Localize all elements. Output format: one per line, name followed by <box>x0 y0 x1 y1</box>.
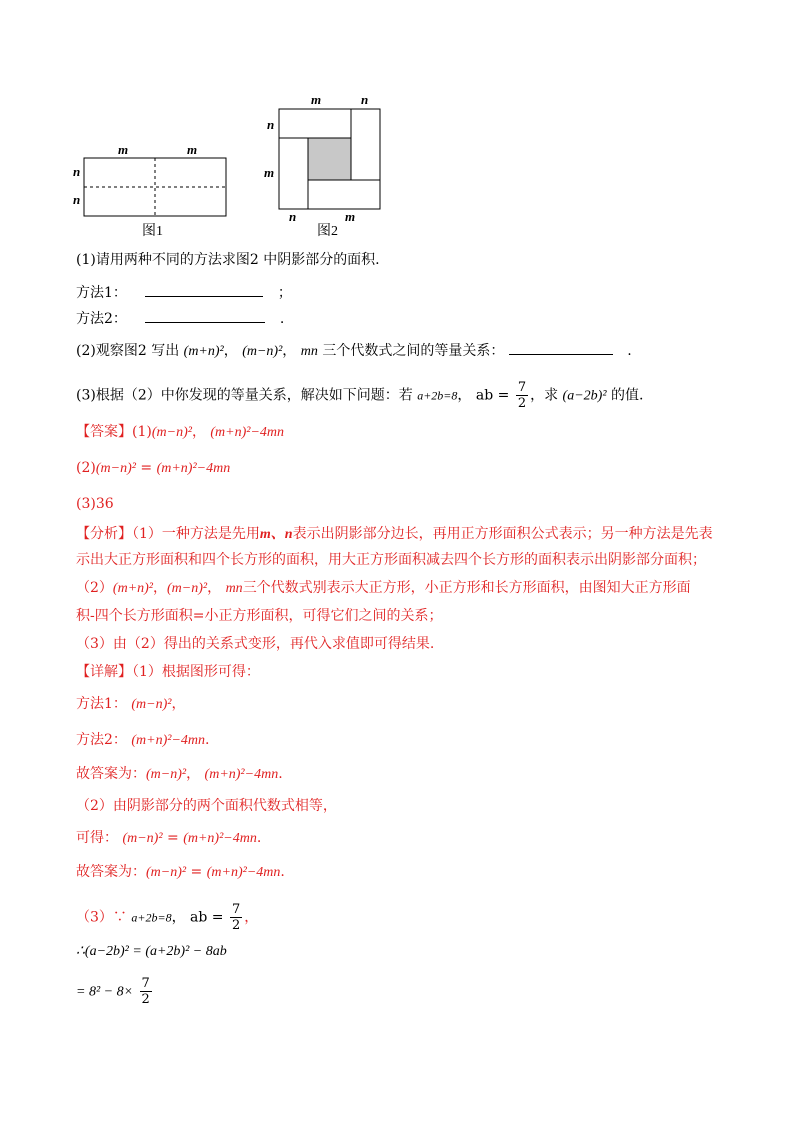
answer-2-rhs-a: (m+n)² <box>156 461 197 476</box>
answer-1-expr-c: −4mn <box>250 425 285 440</box>
answer-2-prefix: (2) <box>76 460 96 476</box>
analysis-p1-a: （1）一种方法是先用 <box>132 526 260 542</box>
detail-method2 <box>76 730 209 751</box>
fig2-m-label-left: m <box>264 165 275 180</box>
question-2 <box>76 340 632 362</box>
detail-step3 <box>76 902 258 933</box>
method1-label: 方法1： <box>76 285 127 301</box>
fraction-numerator: 7 <box>517 380 527 395</box>
detail-method2-end: . <box>205 732 210 748</box>
detail-intro <box>76 662 260 682</box>
q2-end: . <box>627 343 632 359</box>
fig2-n-label-top: n <box>361 92 369 107</box>
fig1-m-label-left: m <box>118 142 129 157</box>
q2-expr-mn: mn <box>300 344 318 359</box>
detail-answer-1-expr-b: (m+n)² <box>204 767 245 782</box>
analysis-p2-line1 <box>76 578 691 599</box>
analysis-p1-line1 <box>76 524 713 545</box>
detail-derive-rhs-a: (m+n)² <box>183 831 224 846</box>
detail-answer-1-expr-a: (m−n)² <box>146 767 187 782</box>
detail-answer-1-sep: ， <box>186 766 201 782</box>
analysis-p2-expr-a: (m+n)² <box>112 581 154 596</box>
detail-answer-2-label: 故答案为： <box>76 864 146 880</box>
q3-text-d: 的值. <box>610 387 644 404</box>
fig1-m-label-right: m <box>187 142 198 157</box>
fig2-m-label-top: m <box>311 92 322 107</box>
analysis-p2-a: （2） <box>76 580 113 596</box>
answer-1-prefix: (1) <box>132 424 152 440</box>
detail-method2-label: 方法2： <box>76 732 127 748</box>
detail-answer-1-expr-c: −4mn <box>244 767 279 782</box>
fig2-m-label-bottom: m <box>345 209 356 224</box>
answer-tag: 【答案】 <box>76 424 132 440</box>
figures-svg <box>0 0 800 250</box>
fraction-denominator: 2 <box>517 396 527 411</box>
q2-answer-blank[interactable] <box>509 340 613 355</box>
method1-end: ； <box>277 285 292 301</box>
method2-answer-blank[interactable] <box>145 308 265 323</box>
detail-eval-fraction <box>140 976 152 1007</box>
analysis-p2-expr-mn: mn <box>225 581 243 596</box>
analysis-p2-b: 三个代数式别表示大正方形，小正方形和长方形面积，由图知大正方形面 <box>242 580 691 596</box>
detail-eval-line <box>76 976 154 1007</box>
answer-1-expr-b: (m+n)² <box>210 425 251 440</box>
answer-3: (3)36 <box>76 496 114 512</box>
detail-answer-2: 故答案为：(m−n)² = (m+n)²−4mn. <box>76 864 285 880</box>
analysis-p2-expr-b: (m−n)² <box>167 581 208 596</box>
answer-1-sep: ， <box>191 424 206 440</box>
method2-end: . <box>279 311 285 327</box>
detail-method1-end: ， <box>171 696 186 712</box>
fig1-n-label-bottom: n <box>73 192 81 207</box>
figure2-caption: 图2 <box>317 224 338 239</box>
detail-derive-label: 可得： <box>76 830 118 846</box>
detail-tag: 【详解】 <box>76 664 132 680</box>
detail-derive-rhs-b: −4mn <box>223 831 257 846</box>
q3-ab-eq: ab = <box>475 387 510 404</box>
q2-sep-2: ， <box>282 343 297 359</box>
detail-step3-end: ， <box>244 909 259 926</box>
q2-sep-1: ， <box>223 343 238 359</box>
detail-eval-prefix: = 8² − 8× <box>76 984 134 1000</box>
detail-intro-text: （1）根据图形可得： <box>132 664 260 680</box>
method1-answer-blank[interactable] <box>145 282 263 297</box>
detail-method2-expr-a: (m+n)² <box>131 733 172 748</box>
analysis-p2-sep2: ， <box>207 580 222 596</box>
analysis-p1-mn: m、n <box>259 527 293 542</box>
detail-step3-ab-eq: ab = <box>190 909 224 926</box>
answer-1-expr-a: (m−n)² <box>151 425 192 440</box>
detail-step3-fraction <box>230 902 242 933</box>
question-1: (1)请用两种不同的方法求图2 中阴影部分的面积. <box>76 252 380 268</box>
detail-answer-1-end: . <box>278 766 283 782</box>
question-3 <box>76 380 643 411</box>
analysis-p2-line2: 积-四个长方形面积=小正方形面积，可得它们之间的关系； <box>76 608 443 624</box>
fraction-numerator: 7 <box>231 902 241 917</box>
method2-row <box>76 308 284 329</box>
figure1-caption: 图1 <box>142 224 163 239</box>
answer-1 <box>76 422 284 443</box>
detail-step3-cond-1: a+2b=8 <box>131 910 172 925</box>
detail-answer-2-end: . <box>280 864 285 880</box>
fig2-n-label-left: n <box>267 117 275 132</box>
analysis-p3: （3）由（2）得出的关系式变形，再代入求值即可得结果. <box>76 636 435 652</box>
detail-method1-expr: (m−n)² <box>131 697 172 712</box>
answer-2-rhs-b: −4mn <box>196 461 231 476</box>
detail-step3-label: （3）∵ <box>76 909 127 926</box>
detail-answer-1 <box>76 764 283 785</box>
q2-text-a: (2)观察图2 写出 <box>76 343 180 359</box>
analysis-p2-sep1: ， <box>153 580 168 596</box>
answer-2: (2)(m−n)² = (m+n)²−4mn <box>76 460 231 476</box>
detail-method1-label: 方法1： <box>76 696 127 712</box>
analysis-tag: 【分析】 <box>76 526 132 542</box>
fig2-n-label-bottom: n <box>289 209 297 224</box>
q3-condition-1: a+2b=8 <box>417 388 458 403</box>
analysis-p1-b: 表示出阴影部分边长，再用正方形面积公式表示；另一种方法是先表 <box>292 526 713 542</box>
detail-answer-2-rhs-a: (m+n)² <box>206 865 247 880</box>
q3-sep: ， <box>457 387 472 404</box>
figure2-shaded-square <box>308 138 351 180</box>
detail-step2: （2）由阴影部分的两个面积代数式相等， <box>76 798 337 814</box>
q3-fraction-7-2 <box>516 380 528 411</box>
fig1-n-label-top: n <box>73 164 81 179</box>
q3-target-expr: (a−2b)² <box>562 388 607 404</box>
detail-step3-sep: ， <box>171 909 186 926</box>
q2-expr-m-minus-n-sq: (m−n)² <box>242 344 283 359</box>
detail-answer-1-label: 故答案为： <box>76 766 146 782</box>
detail-derive-lhs: (m−n)² <box>122 831 163 846</box>
analysis-p1-line2: 示出大正方形面积和四个长方形的面积，用大正方形面积减去四个长方形的面积表示出阴影部分面积； <box>76 552 706 568</box>
method1-row <box>76 282 292 303</box>
detail-method1 <box>76 694 185 715</box>
method2-label: 方法2： <box>76 311 127 327</box>
detail-answer-2-rhs-b: −4mn <box>246 865 281 880</box>
q2-expr-m-plus-n-sq: (m+n)² <box>183 344 224 359</box>
detail-answer-2-lhs: (m−n)² <box>146 865 187 880</box>
fraction-numerator: 7 <box>141 976 150 991</box>
detail-derive: 可得： (m−n)² = (m+n)²−4mn. <box>76 830 262 846</box>
q2-text-d: 三个代数式之间的等量关系： <box>322 343 505 359</box>
q3-text-c: ，求 <box>530 387 559 404</box>
detail-therefore-line: ∴(a−2b)² = (a+2b)² − 8ab <box>76 944 227 959</box>
fraction-denominator: 2 <box>141 992 150 1007</box>
fraction-denominator: 2 <box>231 918 241 933</box>
answer-2-lhs: (m−n)² <box>95 461 136 476</box>
q3-text-a: (3)根据（2）中你发现的等量关系，解决如下问题：若 <box>76 387 413 404</box>
detail-method2-expr-b: −4mn <box>171 733 206 748</box>
detail-derive-end: . <box>256 830 262 846</box>
